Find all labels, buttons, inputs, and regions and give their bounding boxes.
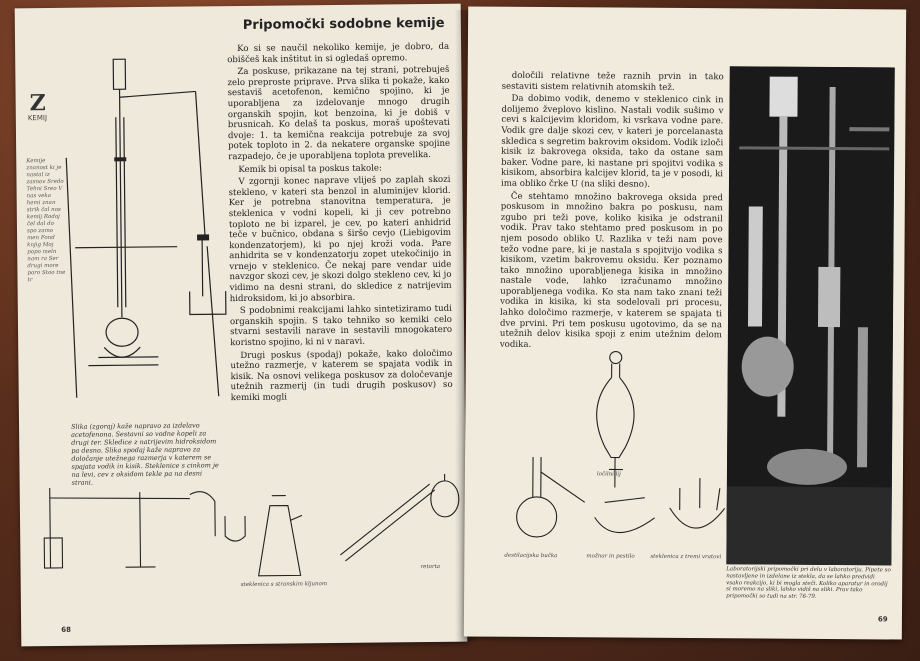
right-text-column (500, 71, 724, 354)
photo-caption: Laboratorijski pripomočki pri delu v laboratoriju. Pipete so nastavljene in izdelane iz stekla, da se lahko predvidi vsako reakcijo, ki bi mogla steči. Koliko aparatur in orodij si moremo na sliki, lahko vidiš na sliki. Prav tako pripomočki so tudi na str. 76-79. (726, 566, 891, 601)
label-separatory-funnel: ločilni lij (596, 471, 621, 478)
chapter-letter: Z (29, 90, 46, 117)
page-number-right: 69 (877, 615, 888, 624)
paragraph: Če stehtamo množino bakrovega oksida pred poskusom in množino bakra po poskusu, nam zgubo pri teži pove, koliko kisika je odstranil vodik. Prav tako stehtamo pred poskusom in po njem posodo obliko U. Razlika v teži nam pove težo vodne pare, ki je nastala s spojitvijo vodika s kisikom, vzetim bakrovemu oksidu. Ker poznamo tako množino uporabljenega kisika in množino nastale vode, lahko izračunamo množino uporabljenega vodika. Ko sta nam tako znani teži vodika in kisika, ki sta sodelovali pri procesu, lahko določimo razmerje, v katerem se spajata ti dve prvini. Pri tem poskusu ugotovimo, da se na utežnih delov kisika spoji z enim utežnim delom vodika. (499, 191, 723, 350)
label-retort: retorta (420, 563, 441, 571)
paragraph: Ko si se naučil nekoliko kemije, je dobro, da obiščeš kak inštitut in si ogledaš opremo. (227, 41, 450, 65)
laboratory-photograph (726, 66, 894, 565)
page-number-left: 68 (61, 625, 71, 634)
paragraph: S podobnimi reakcijami lahko sintetiziramo tudi organskih spojin. S tako tehniko so kemiki celo stvarni sestavili narave in sestavili mnogokatero koristno spojino, ki ni v naravi. (229, 304, 453, 349)
paragraph: Za poskuse, prikazane na tej strani, potrebuješ zelo preproste priprave. Prva slika ti pokaže, kako sestaviš acetofenon, kemično spojino, ki je uporabljena za izdelovanje mnogo drugih organskih spojin, kot benzoina, ki je dobiš v brusnicah. Ko delaš ta poskus, moraš upoštevati dvoje: 1. ta kemična reakcija potrebuje za svoj potek toploto in 2. da nekatere organske spojine razpadejo, če je uporabljena toplota prevelika. (227, 64, 451, 163)
paragraph: Kemik bi opisal ta poskus takole: (238, 163, 382, 175)
chapter-label: KEMIJ (27, 114, 48, 123)
right-page (464, 6, 906, 639)
page-title: Pripomočki sodobne kemije (242, 15, 445, 33)
label-mortar: možnar in pestilo (586, 553, 635, 560)
label-distilling-flask: destilacijska bučka (504, 552, 558, 560)
left-caption: Slika (zgoraj) kaže napravo za izdelavo acetofenona. Sestavni so vodne kopeli za drugi ter. Skledice z natrijevim hidroksidom pa desno. Slika spodaj kaže napravo za določanje utežnega razmerja v katerem se spajata vodik in kisik. Steklenice s cinkom je na levi, cev z oksidom tekle pa na desni strani. (71, 421, 219, 487)
margin-note: Kemije znanost ki je nastal iz zasnov Sredo Tehni Sreo V nas veka hemi znan strik čal nos kemij Rodoj čel dal do spo zamo men Fond knjig Moj popo meln nam ra Ser drugi more poro Stoo tne tr (26, 158, 66, 284)
label-flask: steklenica s stranskim kljunom (240, 581, 328, 589)
glassware-illustration (494, 337, 736, 559)
paragraph: Drugi poskus (spodaj) pokaže, kako določimo utežno razmerje, v katerem se spajata vodik in kisik. Na osnovi velikega poskusov za določevanje utežnih razmerij (in tudi drugih poskusov) so kemiki mogli (230, 348, 453, 404)
left-text-column (227, 42, 453, 406)
left-page (15, 4, 468, 647)
paragraph: Da dobimo vodik, denemo v steklenico cink in dolijemo žveplovo kislino. Nastali vodik sušimo v cevi s kalcijevim kloridom, ki vsrkava vodne pare. Vodik gre dalje skozi cev, v kateri je porcelanasta skledica s segretim bakrovim oksidom. Vodik izloči kisik iz bakrovega oksida, tako da ostane sam baker. Vodne pare, ki nastane pri spojitvi vodika s kisikom, absorbira kalcijev klorid, ta je v posodi, ki ima obliko črke U (na sliki desno). (500, 93, 724, 190)
paragraph: V zgornji konec naprave vliješ po zaplah skozi stekleno, v kateri sta benzol in aluminijev klorid. Ker je potrebna stanovitna temperatura, je steklenica v vodni kopeli, ki ji cev potrebno toploto ne bi izparel, je cev, po kateri anhidrid teče v bučnico, obdana s širšo cevjo (Liebigovim kondenzatorjem), ki po njej kroži voda. Pare anhidrita se v kondenzatorju zopet utekočinijo in vrnejo v steklenico. Če nekaj pare vendar uide navzgor skozi cev, je skozi dolgo stekleno cev, ki jo vidimo na desni strani, do skledice z natrijevim hidroksidom, ki jo absorbira. (228, 174, 452, 304)
label-three-neck-flask: steklenica z tremi vratovi (650, 553, 722, 561)
paragraph: določili relativne teže raznih prvin in tako sestaviti sistem relativnih atomskih tež. (501, 70, 724, 93)
acetophenone-apparatus-illustration (55, 46, 229, 408)
hydrogen-oxygen-apparatus-illustration (39, 464, 460, 598)
